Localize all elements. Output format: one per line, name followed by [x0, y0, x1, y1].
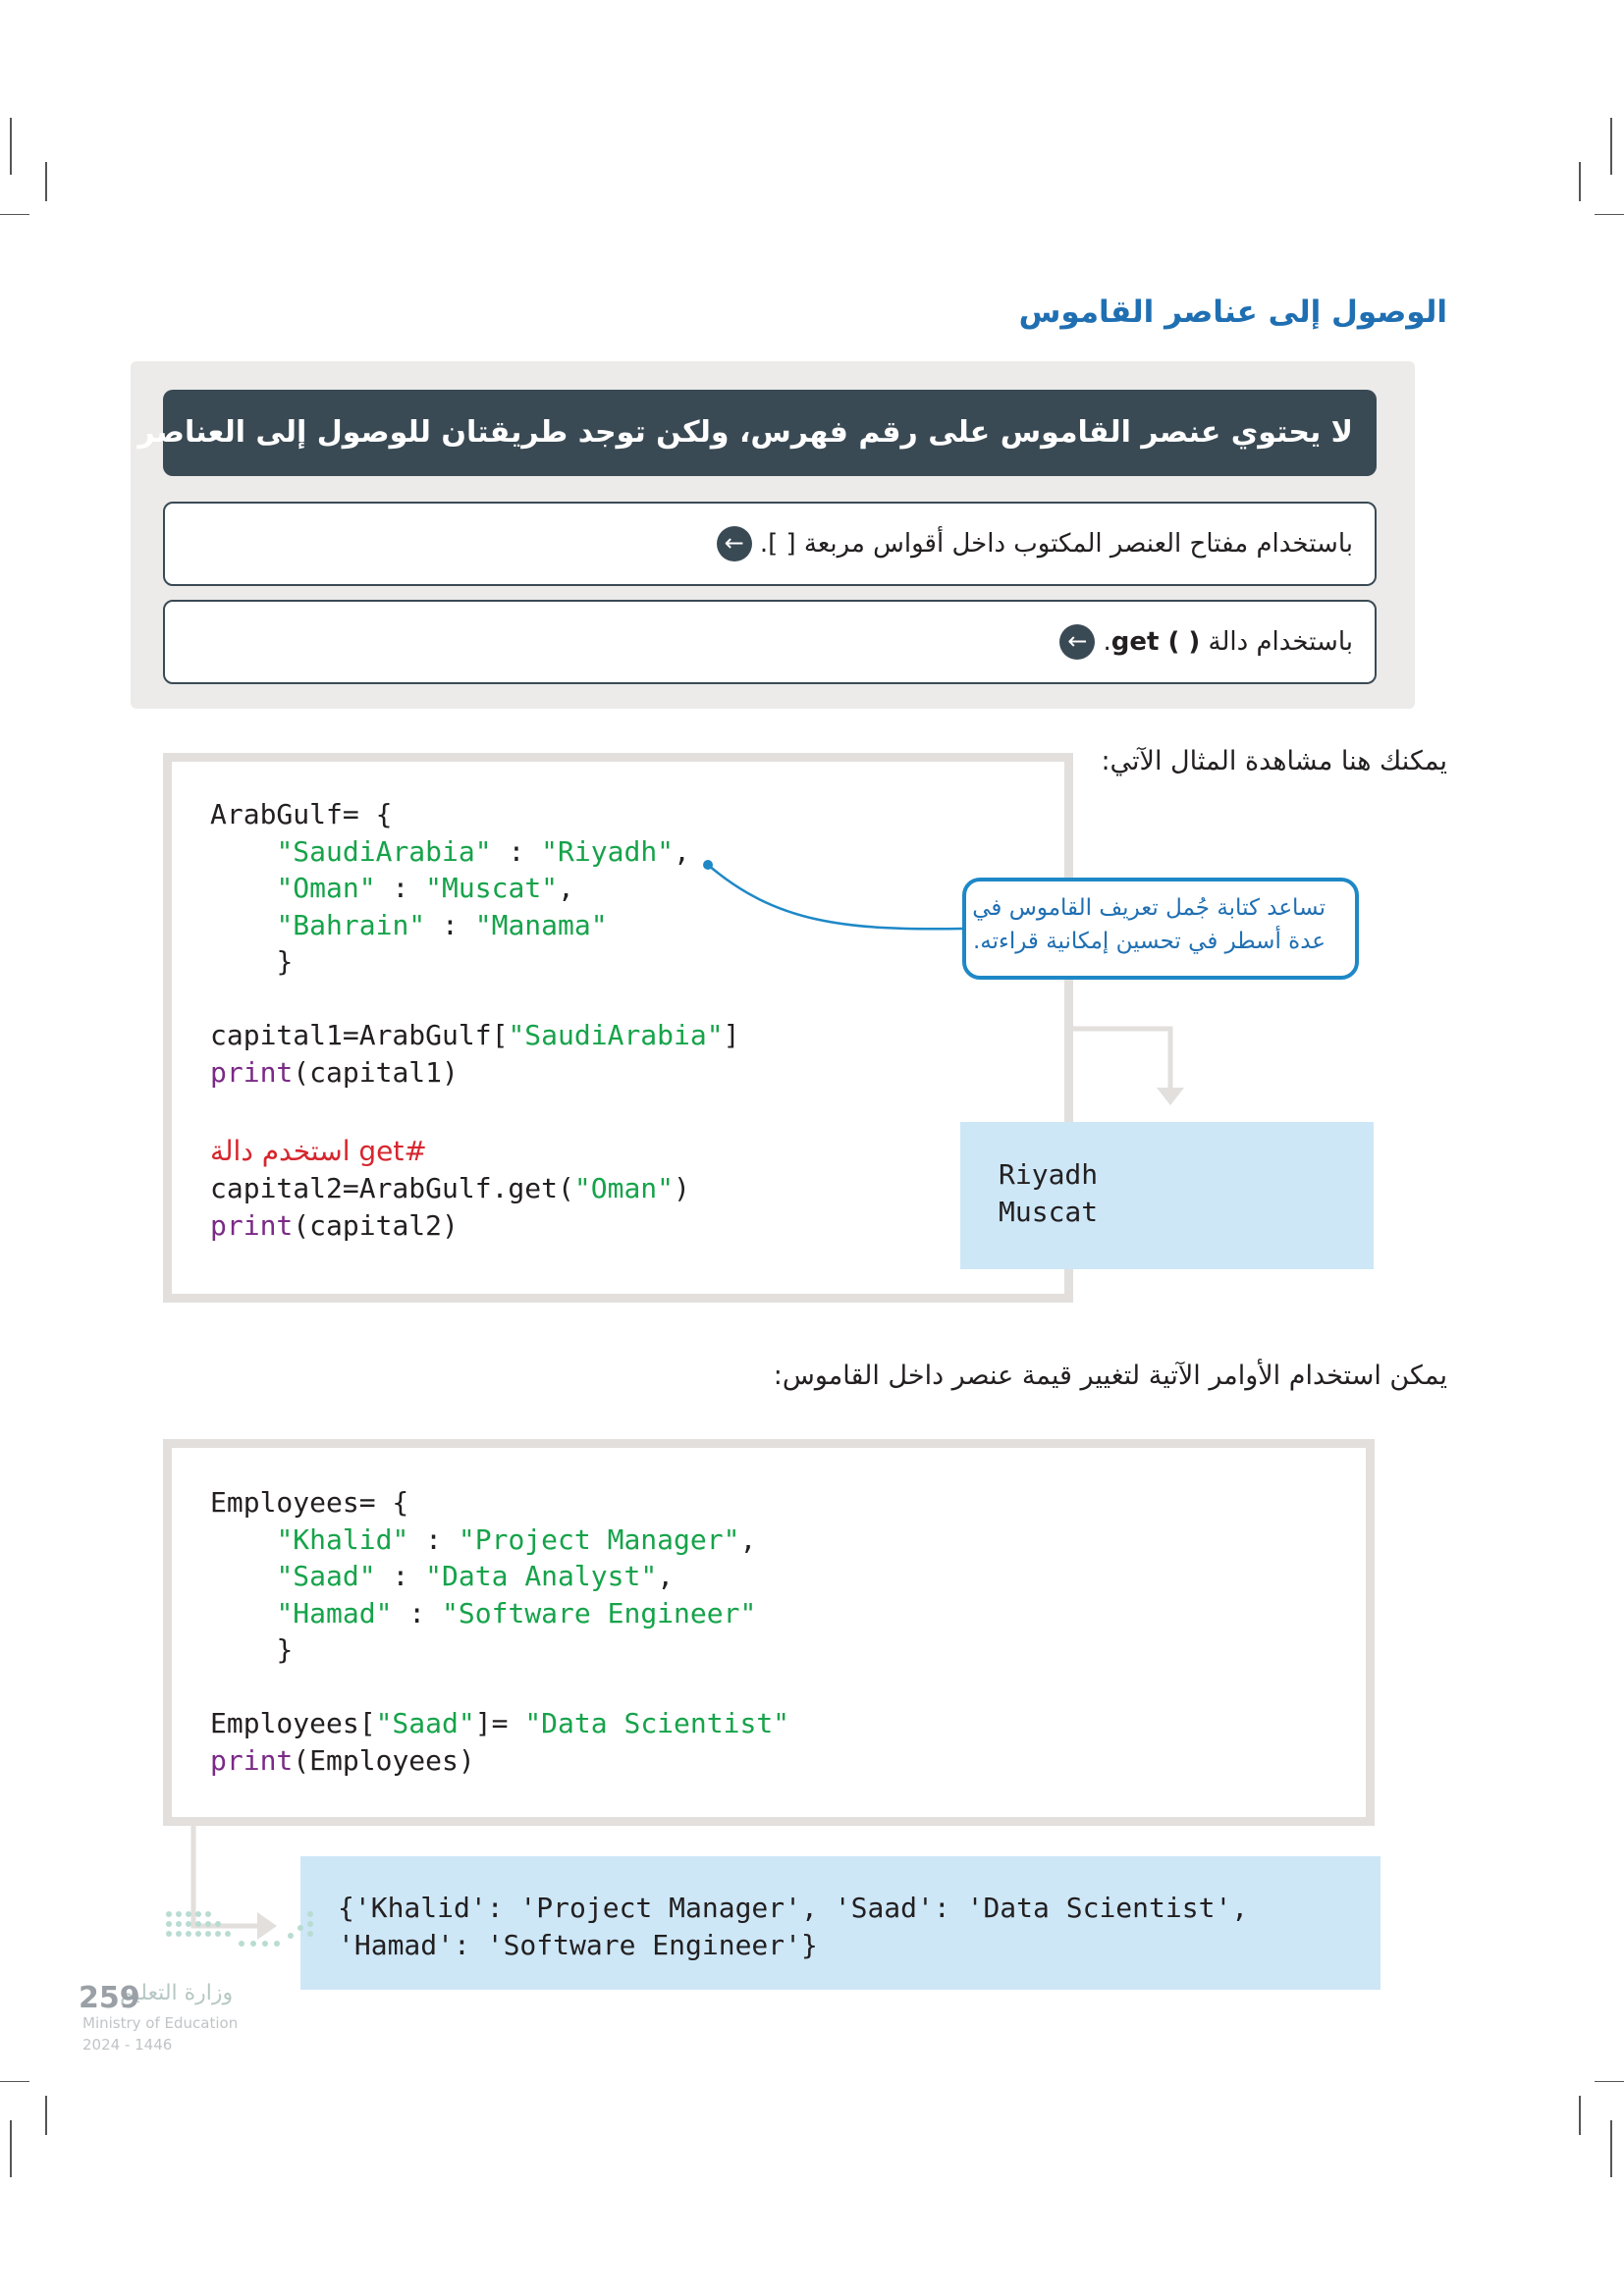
- method-suffix: .: [1103, 627, 1111, 657]
- ministry-logo-icon: [163, 1908, 320, 1953]
- ministry-name-ar: وزارة التعليم: [120, 1981, 234, 2005]
- callout: [962, 878, 1359, 980]
- callout-line: عدة أسطر في تحسين إمكانية قراءته.: [972, 929, 1326, 954]
- method-prefix: باستخدام دالة: [1208, 627, 1353, 657]
- code-sep: :: [408, 1522, 459, 1556]
- output-text-1: [999, 1156, 1098, 1230]
- code-sep: :: [392, 1596, 443, 1629]
- code-line: ]: [723, 1019, 740, 1051]
- callout-connector: [708, 865, 962, 929]
- code-comma: ,: [558, 872, 574, 904]
- code-line: ArabGulf= {: [210, 798, 393, 830]
- code-line: Employees= {: [210, 1486, 409, 1519]
- arrow-left-icon: ←: [1059, 624, 1095, 660]
- code-comma: ,: [674, 834, 690, 868]
- output-arrow-head: [1157, 1088, 1184, 1105]
- code-value: "Riyadh": [541, 834, 675, 868]
- code-key: "Hamad": [276, 1596, 393, 1629]
- code-key: "SaudiArabia": [276, 834, 492, 868]
- code-brace: }: [276, 1633, 294, 1666]
- code-string: "Data Scientist": [524, 1707, 790, 1739]
- output-line: 'Hamad': 'Software Engineer'}: [338, 1928, 818, 1961]
- example1-intro: يمكنك هنا مشاهدة المثال الآتي:: [1101, 746, 1447, 776]
- output-line: Riyadh: [999, 1158, 1099, 1191]
- arrow-left-icon: ←: [717, 526, 752, 561]
- code-comment: #get استخدم دالة: [210, 1135, 427, 1167]
- page-number: 259: [79, 1981, 140, 2015]
- callout-text: [972, 891, 1326, 958]
- output-connector: [1073, 1029, 1170, 1090]
- code-block-2: [210, 1484, 789, 1779]
- code-sep: :: [375, 1560, 426, 1592]
- code-keyword: print: [210, 1055, 294, 1089]
- code-line: (capital1): [293, 1055, 459, 1089]
- code-comma: ,: [657, 1560, 675, 1592]
- code-brace: }: [276, 945, 294, 978]
- callout-line: تساعد كتابة جُمل تعريف القاموس في: [972, 895, 1326, 921]
- output-line: {'Khalid': 'Project Manager', 'Saad': 'Data Scientist',: [338, 1892, 1249, 1924]
- code-string: "SaudiArabia": [508, 1019, 724, 1051]
- method-text: باستخدام مفتاح العنصر المكتوب داخل أقواس مربعة [ ].: [759, 529, 1353, 559]
- code-value: "Muscat": [425, 872, 559, 904]
- banner-text: لا يحتوي عنصر القاموس على رقم فهرس، ولكن توجد طريقتان للوصول إلى العناصر بداخله:: [26, 415, 1353, 450]
- code-value: "Software Engineer": [442, 1596, 757, 1629]
- example2-intro: يمكن استخدام الأوامر الآتية لتغيير قيمة عنصر داخل القاموس:: [773, 1361, 1447, 1391]
- ministry-name-en: Ministry of Education: [82, 2014, 239, 2032]
- code-string: "Saad": [375, 1707, 475, 1739]
- edition-year: 2024 - 1446: [82, 2036, 173, 2054]
- output-text-2: [338, 1890, 1248, 1963]
- code-line: (capital2): [293, 1208, 459, 1242]
- code-line: capital1=ArabGulf[: [210, 1019, 509, 1051]
- code-key: "Khalid": [276, 1522, 409, 1556]
- code-key: "Oman": [276, 872, 376, 904]
- code-keyword: print: [210, 1743, 294, 1777]
- code-string: "Oman": [573, 1172, 675, 1204]
- code-line: ]=: [474, 1707, 525, 1739]
- code-value: "Manama": [474, 908, 608, 941]
- code-value: "Project Manager": [458, 1522, 740, 1556]
- code-sep: :: [375, 872, 426, 904]
- code-comma: ,: [739, 1522, 757, 1556]
- code-key: "Saad": [276, 1560, 376, 1592]
- code-line: Employees[: [210, 1707, 376, 1739]
- code-key: "Bahrain": [276, 908, 426, 941]
- code-value: "Data Analyst": [425, 1560, 658, 1592]
- code-sep: :: [425, 908, 475, 941]
- code-line: ): [674, 1172, 690, 1204]
- code-line: capital2=ArabGulf.get(: [210, 1172, 574, 1204]
- code-keyword: print: [210, 1208, 294, 1242]
- code-sep: :: [491, 834, 542, 868]
- output-line: Muscat: [999, 1195, 1099, 1228]
- method-code: get ( ): [1110, 627, 1201, 657]
- code-line: (Employees): [293, 1743, 475, 1777]
- section-title: الوصول إلى عناصر القاموس: [1018, 294, 1447, 330]
